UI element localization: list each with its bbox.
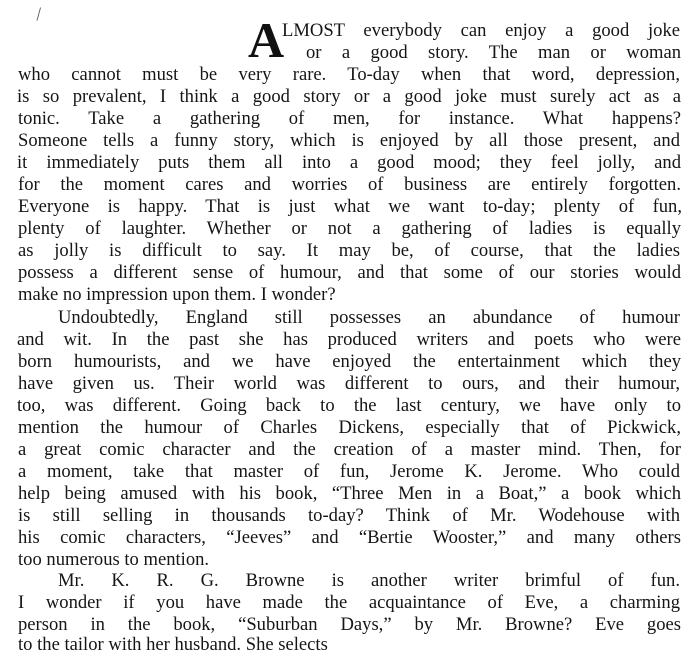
text-line: a great comic character and the creation of a master mind. Then, for bbox=[18, 439, 681, 460]
text-line: Undoubtedly, England still possesses an abundance of humour bbox=[58, 307, 680, 328]
text-line: a moment, take that master of fun, Jerome K. Jerome. Who could bbox=[18, 461, 680, 482]
text-line: Mr. K. R. G. Browne is another writer brimful of fun. bbox=[58, 570, 680, 591]
text-line: it immediately puts them all into a good mood; they feel jolly, and bbox=[17, 152, 681, 173]
text-line: Someone tells a funny story, which is enjoyed by all those present, and bbox=[18, 130, 680, 151]
text-line: too numerous to mention. bbox=[18, 549, 210, 570]
text-line: for the moment cares and worries of business are entirely forgotten. bbox=[18, 174, 681, 195]
text-line: person in the book, “Suburban Days,” by Mr. Browne? Eve goes bbox=[18, 614, 681, 635]
text-line: make no impression upon them. I wonder? bbox=[18, 284, 336, 305]
text-line: tonic. Take a gathering of men, for instance. What happens? bbox=[18, 108, 681, 129]
text-line: born humourists, and we have enjoyed the entertainment which they bbox=[18, 351, 681, 372]
text-line: as jolly is difficult to say. It may be, of course, that the ladies bbox=[18, 240, 680, 261]
text-line: too, was different. Going back to the last century, we have only to bbox=[17, 395, 681, 416]
text-line: possess a different sense of humour, and that some of our stories would bbox=[18, 262, 681, 283]
text-line: Everyone is happy. That is just what we want to-day; plenty of fun, bbox=[18, 196, 682, 217]
text-line: LMOST everybody can enjoy a good joke bbox=[282, 20, 680, 41]
text-line: plenty of laughter. Whether or not a gathering of ladies is equally bbox=[18, 218, 681, 239]
text-line: is so prevalent, I think a good story or a good joke must surely act as a bbox=[17, 86, 681, 107]
drop-cap: A bbox=[248, 12, 285, 68]
margin-mark: / bbox=[33, 3, 43, 25]
text-line: or a good story. The man or woman bbox=[306, 42, 681, 63]
text-line: his comic characters, “Jeeves” and “Bertie Wooster,” and many others bbox=[18, 527, 681, 548]
text-line: is still selling in thousands to-day? Think of Mr. Wodehouse with bbox=[18, 505, 680, 526]
text-line: have given us. Their world was different to ours, and their humour, bbox=[18, 373, 680, 394]
text-line: help being amused with his book, “Three Men in a Boat,” a book which bbox=[18, 483, 681, 504]
text-line: I wonder if you have made the acquaintance of Eve, a charming bbox=[18, 592, 680, 613]
text-line: mention the humour of Charles Dickens, especially that of Pickwick, bbox=[18, 417, 681, 438]
text-line: and wit. In the past she has produced writers and poets who were bbox=[17, 329, 681, 350]
text-line: to the tailor with her husband. She selects bbox=[18, 634, 328, 651]
text-line: who cannot must be very rare. To-day when that word, depression, bbox=[18, 64, 680, 85]
